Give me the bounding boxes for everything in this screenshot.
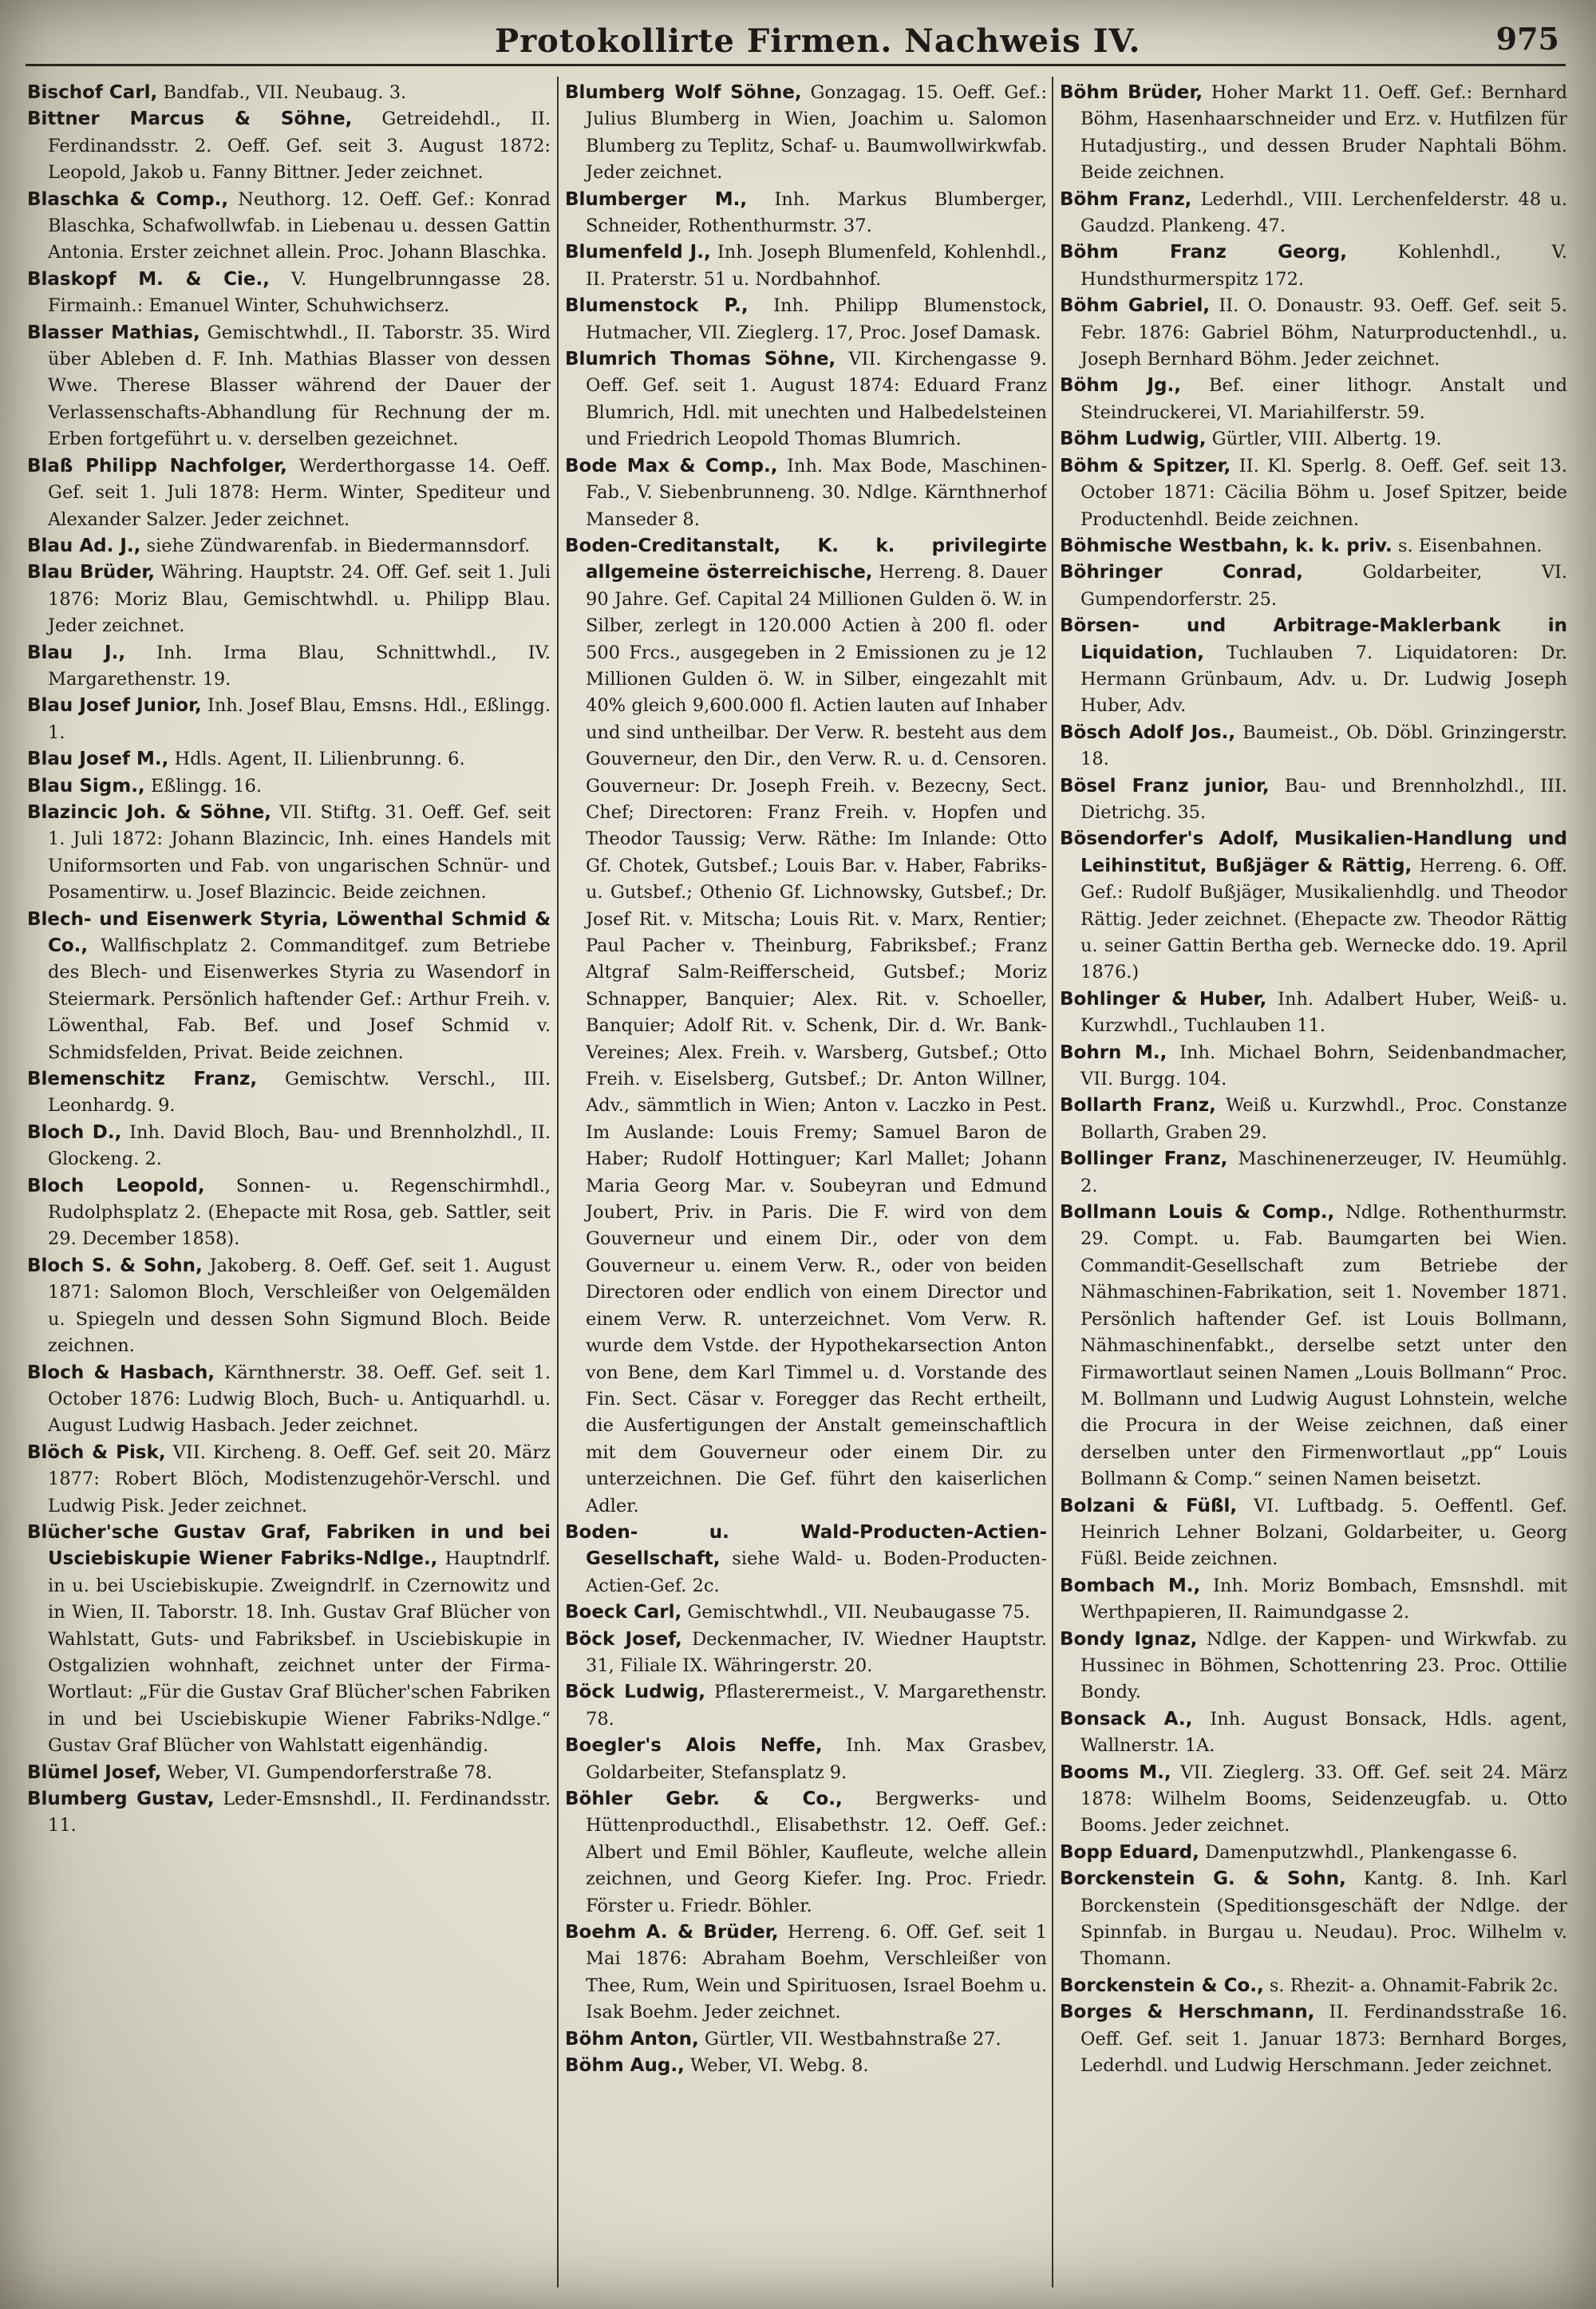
firm-details: Ndlge. der Kappen- und Wirkwfab. zu Hussinec in Böhmen, Schottenring 23. Proc. Ottilie Bondy. [1080, 1628, 1567, 1703]
directory-entry [27, 746, 551, 773]
firm-details: Gonzagag. 15. Oeff. Gef.: Julius Blumberg in Wien, Joachim u. Salomon Blumberg zu Teplitz, Schaf- u. Baumwollwirkwfab. Jeder zeichnet. [586, 82, 1047, 184]
firm-details: Gemischtw. Verschl., III. Leonhardg. 9. [48, 1069, 551, 1117]
firm-details: Weiß u. Kurzwhdl., Proc. Constanze Bollarth, Graben 29. [1080, 1095, 1567, 1143]
firm-name: Blau Sigm., [27, 775, 145, 797]
firm-name: Böhm Anton, [565, 2028, 699, 2050]
firm-name: Blazincic Joh. & Söhne, [27, 801, 271, 823]
page-title: Protokollirte Firmen. Nachweis IV. [495, 22, 1141, 60]
firm-details: II. Ferdinandsstraße 16. Oeff. Gef. seit 1. Januar 1873: Bernhard Borges, Lederhdl. und Ludwig Herschmann. Jeder zeichnet. [1080, 2002, 1567, 2077]
firm-details: Gürtler, VIII. Albertg. 19. [1211, 429, 1442, 450]
firm-name: Böck Ludwig, [565, 1682, 705, 1703]
firm-name: Blasser Mathias, [27, 322, 200, 343]
firm-name: Blumberger M., [565, 188, 748, 210]
firm-details: Herreng. 8. Dauer 90 Jahre. Gef. Capital 24 Millionen Gulden ö. W. in Silber, zerlegt in 120.000 Actien à 200 fl. oder 500 Frcs., ausgegeben in 2 Emissionen zu je 12 Millionen Gulden ö. W. in Silber, eingezahlt mit 40% gleich 9,600.000 fl. Actien lauten auf Inhaber und sind untheilbar. Der Verw. R. besteht aus dem Gouverneur, den Dir., den Verw. R. u. d. Censoren. Gouverneur: Dr. Joseph Freih. v. Bezecny, Sect. Chef; Directoren: Franz Freih. v. Hopfen und Theodor Taussig; Verw. Räthe: Im Inlande: Otto Gf. Chotek, Gutsbef.; Louis Bar. v. Haber, Fabriks- u. Gutsbef.; Othenio Gf. Lichnowsky, Gutsbef.; Dr. Josef Rit. v. Mitscha; Louis Rit. v. Marx, Rentier; Paul Pacher v. Theinburg, Fabriksbef.; Franz Altgraf Salm-Reifferscheid, Gutsbef.; Moriz Schnapper, Banquier; Alex. Rit. v. Schoeller, Banquier; Adolf Rit. v. Schenk, Dir. d. Wr. Bank-Vereines; Alex. Freih. v. Warsberg, Gutsbef.; Otto Freih. v. Eiselsberg, Gutsbef.; Dr. Anton Willner, Adv., sämmtlich in Wien; Anton v. Laczko in Pest. Im Auslande: Louis Fremy; Samuel Baron de Haber; Rudolf Hottinguer; Karl Mallet; Johann Maria Georg Mar. v. Soubeyran und Edmund Joubert, Priv. in Paris. Die F. wird von dem Gouverneur und einem Dir., oder von dem Gouverneur u. einem Verw. R., oder von beiden Directoren oder endlich von einem Director und einem Verw. R. unterzeichnet. Vom Verw. R. wurde dem Vstde. der Hypothekarsection Anton von Bene, dem Karl Timmel u. d. Vorstande des Fin. Sect. Cäsar v. Foregger das Recht ertheilt, die Ausfertigungen der Anstalt gemeinschaftlich mit dem Gouverneur oder einem Dir. zu unterzeichnen. Die Gef. führt den kaiserlichen Adler. [586, 562, 1047, 1516]
directory-entry [565, 1599, 1047, 1626]
firm-details: Weber, VI. Gumpendorferstraße 78. [167, 1761, 493, 1783]
directory-entry [565, 1733, 1047, 1786]
firm-details: Inh. David Bloch, Bau- und Brennholzhdl., II. Glockeng. 2. [48, 1121, 551, 1170]
firm-name: Böhm & Spitzer, [1060, 455, 1231, 476]
directory-entry [27, 800, 551, 907]
firm-details: Leder-Emsnshdl., II. Ferdinandsstr. 11. [48, 1789, 551, 1837]
directory-entry [565, 2053, 1047, 2079]
directory-entry [27, 773, 551, 800]
firm-name: Boehm A. & Brüder, [565, 1922, 779, 1943]
firm-name: Bloch Leopold, [27, 1175, 205, 1196]
firm-details: siehe Wald- u. Boden-Producten-Actien-Gef. 2c. [586, 1548, 1047, 1596]
firm-name: Börsen- und Arbitrage-Maklerbank in Liquidation, [1060, 615, 1567, 663]
firm-name: Blau J., [27, 642, 126, 663]
directory-entry [565, 346, 1047, 453]
firm-name: Boegler's Alois Neffe, [565, 1735, 823, 1757]
directory-entry [1060, 426, 1567, 453]
directory-entry [1060, 826, 1567, 986]
directory-entry [1060, 1146, 1567, 1200]
firm-name: Bollmann Louis & Comp., [1060, 1202, 1335, 1224]
firm-details: Pflasterermeist., V. Margarethenstr. 78. [586, 1682, 1047, 1730]
firm-details: Inh. Philipp Blumenstock, Hutmacher, VII. Zieglerg. 17, Proc. Josef Damask. [586, 295, 1047, 343]
firm-name: Böhm Brüder, [1060, 82, 1203, 103]
directory-entry [27, 1360, 551, 1440]
directory-entry [27, 453, 551, 533]
directory-entry [1060, 533, 1567, 559]
firm-name: Bischof Carl, [27, 82, 158, 103]
firm-name: Bollarth Franz, [1060, 1095, 1216, 1117]
firm-details: s. Rhezit- a. Ohnamit-Fabrik 2c. [1269, 1975, 1558, 1996]
firm-details: Inh. Max Bode, Maschinen-Fab., V. Siebenbrunneng. 30. Ndlge. Kärnthnerhof Manseder 8. [586, 455, 1047, 530]
directory-entry [1060, 1200, 1567, 1493]
firm-name: Bohrn M., [1060, 1042, 1167, 1063]
firm-name: Blau Brüder, [27, 562, 156, 583]
directory-entry [1060, 453, 1567, 533]
firm-name: Bösel Franz junior, [1060, 775, 1270, 797]
firm-name: Böhm Jg., [1060, 375, 1181, 397]
firm-name: Bombach M., [1060, 1575, 1201, 1596]
directory-entry [565, 80, 1047, 187]
firm-details: II. O. Donaustr. 93. Oeff. Gef. seit 5. Febr. 1876: Gabriel Böhm, Naturproductenhdl., u. Joseph Bernhard Böhm. Jeder zeichnet. [1080, 295, 1567, 370]
firm-name: Blümel Josef, [27, 1761, 162, 1783]
firm-name: Böck Josef, [565, 1628, 682, 1650]
firm-name: Bösch Adolf Jos., [1060, 722, 1236, 743]
directory-entry [565, 533, 1047, 1520]
firm-name: Böhm Gabriel, [1060, 295, 1211, 317]
firm-details: Deckenmacher, IV. Wiedner Hauptstr. 31, Filiale IX. Währingerstr. 20. [586, 1628, 1047, 1676]
firm-details: VII. Kirchengasse 9. Oeff. Gef. seit 1. August 1874: Eduard Franz Blumrich, Hdl. mit unechten und Halbedelsteinen und Friedrich Leopold Thomas Blumrich. [586, 349, 1047, 450]
firm-details: Herreng. 6. Off. Gef.: Rudolf Bußjäger, Musikalienhdlg. und Theodor Rättig. Jeder zeichnet. (Ehepacte zw. Theodor Rättig u. seiner Gattin Bertha geb. Wernecke ddo. 19. April 1876.) [1080, 855, 1567, 983]
directory-entry [27, 1066, 551, 1120]
firm-details: Inh. Moriz Bombach, Emsnshdl. mit Werthpapieren, II. Raimundgasse 2. [1080, 1575, 1567, 1623]
firm-details: Bef. einer lithogr. Anstalt und Steindruckerei, VI. Mariahilferstr. 59. [1080, 375, 1567, 423]
firm-details: Inh. Josef Blau, Emsns. Hdl., Eßlingg. 1. [48, 695, 551, 743]
directory-entry [27, 1760, 551, 1786]
firm-name: Bondy Ignaz, [1060, 1628, 1198, 1650]
firm-name: Blücher'sche Gustav Graf, Fabriken in und bei Usciebiskupie Wiener Fabriks-Ndlge., [27, 1521, 551, 1570]
directory-entry [1060, 773, 1567, 827]
firm-details: Gürtler, VII. Westbahnstraße 27. [704, 2028, 1001, 2050]
directory-entry [565, 1627, 1047, 1680]
column-1 [27, 80, 551, 2299]
firm-name: Bösendorfer's Adolf, Musikalien-Handlung und Leihinstitut, Bußjäger & Rättig, [1060, 828, 1567, 876]
firm-name: Böhm Ludwig, [1060, 429, 1207, 450]
directory-entry [27, 187, 551, 267]
firm-details: Baumeist., Ob. Döbl. Grinzingerstr. 18. [1080, 722, 1567, 770]
firm-details: Damenputzwhdl., Plankengasse 6. [1205, 1841, 1518, 1863]
firm-name: Blau Josef Junior, [27, 695, 202, 717]
firm-details: Jakoberg. 8. Oeff. Gef. seit 1. August 1871: Salomon Bloch, Verschleißer von Oelgemälden u. Spiegeln und dessen Sohn Sigmund Bloch. Beide zeichnen. [48, 1255, 551, 1357]
firm-name: Bohlinger & Huber, [1060, 988, 1267, 1010]
directory-entry [1060, 720, 1567, 773]
firm-details: Tuchlauben 7. Liquidatoren: Dr. Hermann Grünbaum, Adv. u. Dr. Ludwig Joseph Huber, Adv. [1080, 642, 1567, 717]
directory-entry [565, 1920, 1047, 2026]
firm-details: Wallfischplatz 2. Commanditgef. zum Betriebe des Blech- und Eisenwerkes Styria zu Wasendorf in Steiermark. Persönlich haftender Gef.: Arthur Freih. v. Löwenthal, Fab. Bef. und Josef Schmid v. Schmidsfelden, Privat. Beide zeichnen. [48, 935, 551, 1063]
directory-entry [27, 640, 551, 694]
firm-name: Blumberg Gustav, [27, 1789, 215, 1809]
firm-name: Bollinger Franz, [1060, 1149, 1228, 1170]
directory-entry [1060, 613, 1567, 720]
firm-name: Boeck Carl, [565, 1602, 682, 1623]
firm-name: Blumenfeld J., [565, 242, 711, 263]
firm-details: Bergwerks- und Hüttenproducthdl., Elisabethstr. 12. Oeff. Gef.: Albert und Emil Böhler, Kaufleute, welche allein zeichnen, und Georg Kiefer. Ing. Proc. Friedr. Förster u. Friedr. Böhler. [586, 1789, 1047, 1916]
directory-entry [1060, 1093, 1567, 1146]
firm-details: VII. Kircheng. 8. Oeff. Gef. seit 20. März 1877: Robert Blöch, Modistenzugehör-Verschl. und Ludwig Pisk. Jeder zeichnet. [48, 1441, 551, 1516]
directory-entry [1060, 1760, 1567, 1840]
directory-entry [27, 106, 551, 186]
directory-entry [1060, 1706, 1567, 1760]
firm-name: Blau Ad. J., [27, 535, 141, 556]
directory-entry [27, 320, 551, 453]
firm-name: Bloch D., [27, 1121, 122, 1143]
firm-name: Blumberg Wolf Söhne, [565, 82, 802, 103]
firm-details: II. Kl. Sperlg. 8. Oeff. Gef. seit 13. October 1871: Cäcilia Böhm u. Josef Spitzer, beide Productenhdl. Beide zeichnen. [1080, 455, 1567, 530]
firm-details: Inh. August Bonsack, Hdls. agent, Wallnerstr. 1A. [1080, 1708, 1567, 1757]
firm-name: Blumenstock P., [565, 295, 749, 317]
directory-entry [565, 1520, 1047, 1599]
firm-name: Blaskopf M. & Cie., [27, 268, 271, 290]
firm-name: Borckenstein G. & Sohn, [1060, 1868, 1346, 1890]
directory-entry [1060, 1999, 1567, 2079]
directory-entry [565, 187, 1047, 240]
firm-details: VI. Luftbadg. 5. Oeffentl. Gef. Heinrich Lehner Bolzani, Goldarbeiter, u. Georg Füßl. Beide zeichnen. [1080, 1495, 1567, 1570]
firm-details: Hoher Markt 11. Oeff. Gef.: Bernhard Böhm, Hasenhaarschneider und Erz. v. Hutfilzen für Hutadjustirg., und dessen Bruder Naphtali Böhm. Beide zeichnen. [1080, 82, 1567, 184]
firm-name: Booms M., [1060, 1761, 1171, 1783]
directory-entry [565, 293, 1047, 346]
firm-name: Böhm Aug., [565, 2055, 685, 2077]
directory-entry [27, 1520, 551, 1760]
firm-name: Boden- u. Wald-Producten-Actien-Gesellschaft, [565, 1521, 1047, 1570]
directory-entry [1060, 559, 1567, 613]
directory-entry [1060, 80, 1567, 187]
firm-details: Inh. Irma Blau, Schnittwhdl., IV. Margarethenstr. 19. [48, 642, 551, 690]
firm-name: Böhm Franz Georg, [1060, 242, 1347, 263]
firm-details: Hdls. Agent, II. Lilienbrunng. 6. [174, 749, 465, 770]
directory-entry [565, 1786, 1047, 1920]
directory-entry [565, 1679, 1047, 1733]
firm-details: VII. Stiftg. 31. Oeff. Gef. seit 1. Juli 1872: Johann Blazincic, Inh. eines Handels mit Uniformsorten und Fab. von ungarischen Schnür- und Posamentirw. u. Josef Blazincic. Beide zeichnen. [48, 801, 551, 903]
firm-details: Werderthorgasse 14. Oeff. Gef. seit 1. Juli 1878: Herm. Winter, Spediteur und Alexander Salzer. Jeder zeichnet. [48, 455, 551, 530]
firm-name: Borges & Herschmann, [1060, 2002, 1315, 2023]
column-3 [1060, 80, 1567, 2299]
directory-entry [1060, 373, 1567, 426]
firm-name: Bloch & Hasbach, [27, 1362, 215, 1383]
firm-details: Inh. Adalbert Huber, Weiß- u. Kurzwhdl., Tuchlauben 11. [1080, 988, 1567, 1037]
firm-details: Neuthorg. 12. Oeff. Gef.: Konrad Blaschka, Schafwollwfab. in Liebenau u. dessen Gattin Antonia. Erster zeichnet allein. Proc. Johann Blaschka. [48, 188, 551, 263]
firm-name: Blau Josef M., [27, 749, 169, 770]
firm-details: Maschinenerzeuger, IV. Heumühlg. 2. [1080, 1149, 1567, 1196]
firm-details: s. Eisenbahnen. [1397, 535, 1543, 556]
directory-entry [565, 239, 1047, 293]
firm-name: Blöch & Pisk, [27, 1441, 166, 1463]
directory-entry [27, 1786, 551, 1840]
firm-name: Böhmische Westbahn, k. k. priv. [1060, 535, 1393, 556]
directory-entry [1060, 1866, 1567, 1973]
directory-entry [27, 559, 551, 639]
directory-entry [27, 267, 551, 320]
directory-entry [1060, 1973, 1567, 1999]
firm-details: Kohlenhdl., V. Hundsthurmerspitz 172. [1080, 242, 1567, 290]
firm-details: Bandfab., VII. Neubaug. 3. [163, 82, 407, 103]
directory-entry [1060, 239, 1567, 293]
firm-details: Goldarbeiter, VI. Gumpendorferstr. 25. [1080, 562, 1567, 610]
firm-details: Eßlingg. 16. [150, 775, 263, 797]
firm-name: Böhler Gebr. & Co., [565, 1789, 843, 1809]
firm-details: Inh. Joseph Blumenfeld, Kohlenhdl., II. Praterstr. 51 u. Nordbahnhof. [586, 242, 1047, 290]
directory-entry [1060, 1040, 1567, 1093]
firm-name: Blech- und Eisenwerk Styria, Löwenthal Schmid & Co., [27, 908, 551, 956]
page-number: 975 [1495, 21, 1559, 57]
directory-entry [1060, 1627, 1567, 1706]
directory-entry [27, 1173, 551, 1253]
directory-entry [1060, 187, 1567, 240]
directory-entry [27, 80, 551, 106]
directory-entry [1060, 1840, 1567, 1866]
firm-details: Sonnen- u. Regenschirmhdl., Rudolphsplatz 2. (Ehepacte mit Rosa, geb. Sattler, seit 29. December 1858). [48, 1175, 551, 1250]
firm-name: Bolzani & Füßl, [1060, 1495, 1238, 1516]
directory-entry [27, 1440, 551, 1520]
directory-entry [27, 1120, 551, 1173]
directory-entry [27, 1253, 551, 1360]
firm-name: Bloch S. & Sohn, [27, 1255, 203, 1276]
firm-details: Getreidehdl., II. Ferdinandsstr. 2. Oeff. Gef. seit 3. August 1872: Leopold, Jakob u. Fanny Bittner. Jeder zeichnet. [48, 109, 551, 184]
firm-details: Herreng. 6. Off. Gef. seit 1 Mai 1876: Abraham Boehm, Verschleißer von Thee, Rum, Wein und Spirituosen, Israel Boehm u. Isak Boehm. Jeder zeichnet. [586, 1922, 1047, 2023]
firm-details: Inh. Max Grasbev, Goldarbeiter, Stefansplatz 9. [586, 1735, 1047, 1783]
firm-details: Hauptndrlf. in u. bei Usciebiskupie. Zweigndrlf. in Czernowitz und in Wien, II. Taborstr. 18. Inh. Gustav Graf Blücher von Wahlstatt, Guts- und Fabriksbef. in Usciebiskupie in Ostgalizien wohnhaft, zeichnet unter der Firma-Wortlaut: „Für die Gustav Graf Blücher'schen Fabriken in und bei Usciebiskupie Wiener Fabriks-Ndlge.“ Gustav Graf Blücher von Wahlstatt eigenhändig. [48, 1548, 551, 1757]
directory-entry [1060, 1573, 1567, 1627]
firm-name: Böhringer Conrad, [1060, 562, 1304, 583]
firm-name: Bittner Marcus & Söhne, [27, 109, 353, 130]
page-header [0, 18, 1596, 65]
firm-details: Gemischtwhdl., VII. Neubaugasse 75. [687, 1602, 1030, 1623]
directory-entry [565, 453, 1047, 533]
firm-name: Böhm Franz, [1060, 188, 1192, 210]
firm-name: Bode Max & Comp., [565, 455, 778, 476]
firm-details: Gemischtwhdl., II. Taborstr. 35. Wird über Ableben d. F. Inh. Mathias Blasser von dessen Wwe. Therese Blasser während der Dauer der Verlassenschafts-Abhandlung für Rechnung der m. Erben fortgeführt u. v. derselben gezeichnet. [48, 322, 551, 450]
header-rule [26, 64, 1566, 66]
firm-details: V. Hungelbrunngasse 28. Firmainh.: Emanuel Winter, Schuhwichserz. [48, 268, 551, 317]
directory-entry [1060, 986, 1567, 1040]
firm-name: Blumrich Thomas Söhne, [565, 349, 836, 370]
firm-name: Blemenschitz Franz, [27, 1069, 258, 1090]
firm-details: Lederhdl., VIII. Lerchenfelderstr. 48 u. Gaudzd. Plankeng. 47. [1080, 188, 1567, 237]
directory-entry [565, 2026, 1047, 2053]
firm-name: Bopp Eduard, [1060, 1841, 1199, 1863]
firm-details: Inh. Markus Blumberger, Schneider, Rothenthurmstr. 37. [586, 188, 1047, 237]
column-divider-1 [557, 77, 559, 2287]
column-2 [565, 80, 1047, 2299]
firm-name: Bonsack A., [1060, 1708, 1193, 1730]
firm-details: Kärnthnerstr. 38. Oeff. Gef. seit 1. October 1876: Ludwig Bloch, Buch- u. Antiquarhdl. u. August Ludwig Hasbach. Jeder zeichnet. [48, 1362, 551, 1437]
firm-name: Borckenstein & Co., [1060, 1975, 1264, 1996]
firm-details: Weber, VI. Webg. 8. [689, 2055, 869, 2077]
firm-details: Währing. Hauptstr. 24. Off. Gef. seit 1. Juli 1876: Moriz Blau, Gemischtwhdl. u. Philipp Blau. Jeder zeichnet. [48, 562, 551, 637]
directory-entry [27, 693, 551, 746]
firm-details: Ndlge. Rothenthurmstr. 29. Compt. u. Fab. Baumgarten bei Wien. Commandit-Gesellschaft zum Betriebe der Nähmaschinen-Fabrikation, seit 1. November 1871. Persönlich haftender Gef. ist Louis Bollmann, Nähmaschinenfabkt., derselbe setzt unter den Firmawortlaut seinen Namen „Louis Bollmann“ Proc. M. Bollmann und Ludwig August Lohnstein, welche die Procura in der Weise zeichnen, daß einer derselben unter den Firmenwortlaut „pp“ Louis Bollmann & Comp.“ seinen Namen beisetzt. [1080, 1202, 1567, 1490]
firm-name: Boden-Creditanstalt, K. k. privilegirte allgemeine österreichische, [565, 535, 1047, 583]
directory-entry [27, 907, 551, 1066]
directory-entry [1060, 293, 1567, 373]
directory-entry [1060, 1493, 1567, 1573]
column-divider-2 [1052, 77, 1053, 2287]
firm-name: Blaschka & Comp., [27, 188, 229, 210]
firm-details: siehe Zündwarenfab. in Biedermannsdorf. [146, 535, 531, 556]
firm-details: VII. Zieglerg. 33. Off. Gef. seit 24. März 1878: Wilhelm Booms, Seidenzeugfab. u. Otto Booms. Jeder zeichnet. [1080, 1761, 1567, 1837]
firm-details: Bau- und Brennholzhdl., III. Dietrichg. 35. [1080, 775, 1567, 823]
firm-details: Inh. Michael Bohrn, Seidenbandmacher, VII. Burgg. 104. [1080, 1042, 1567, 1090]
firm-name: Blaß Philipp Nachfolger, [27, 455, 287, 476]
directory-entry [27, 533, 551, 559]
firm-details: Kantg. 8. Inh. Karl Borckenstein (Speditionsgeschäft der Ndlge. der Spinnfab. in Burgau u. Neudau). Proc. Wilhelm v. Thomann. [1080, 1868, 1567, 1970]
